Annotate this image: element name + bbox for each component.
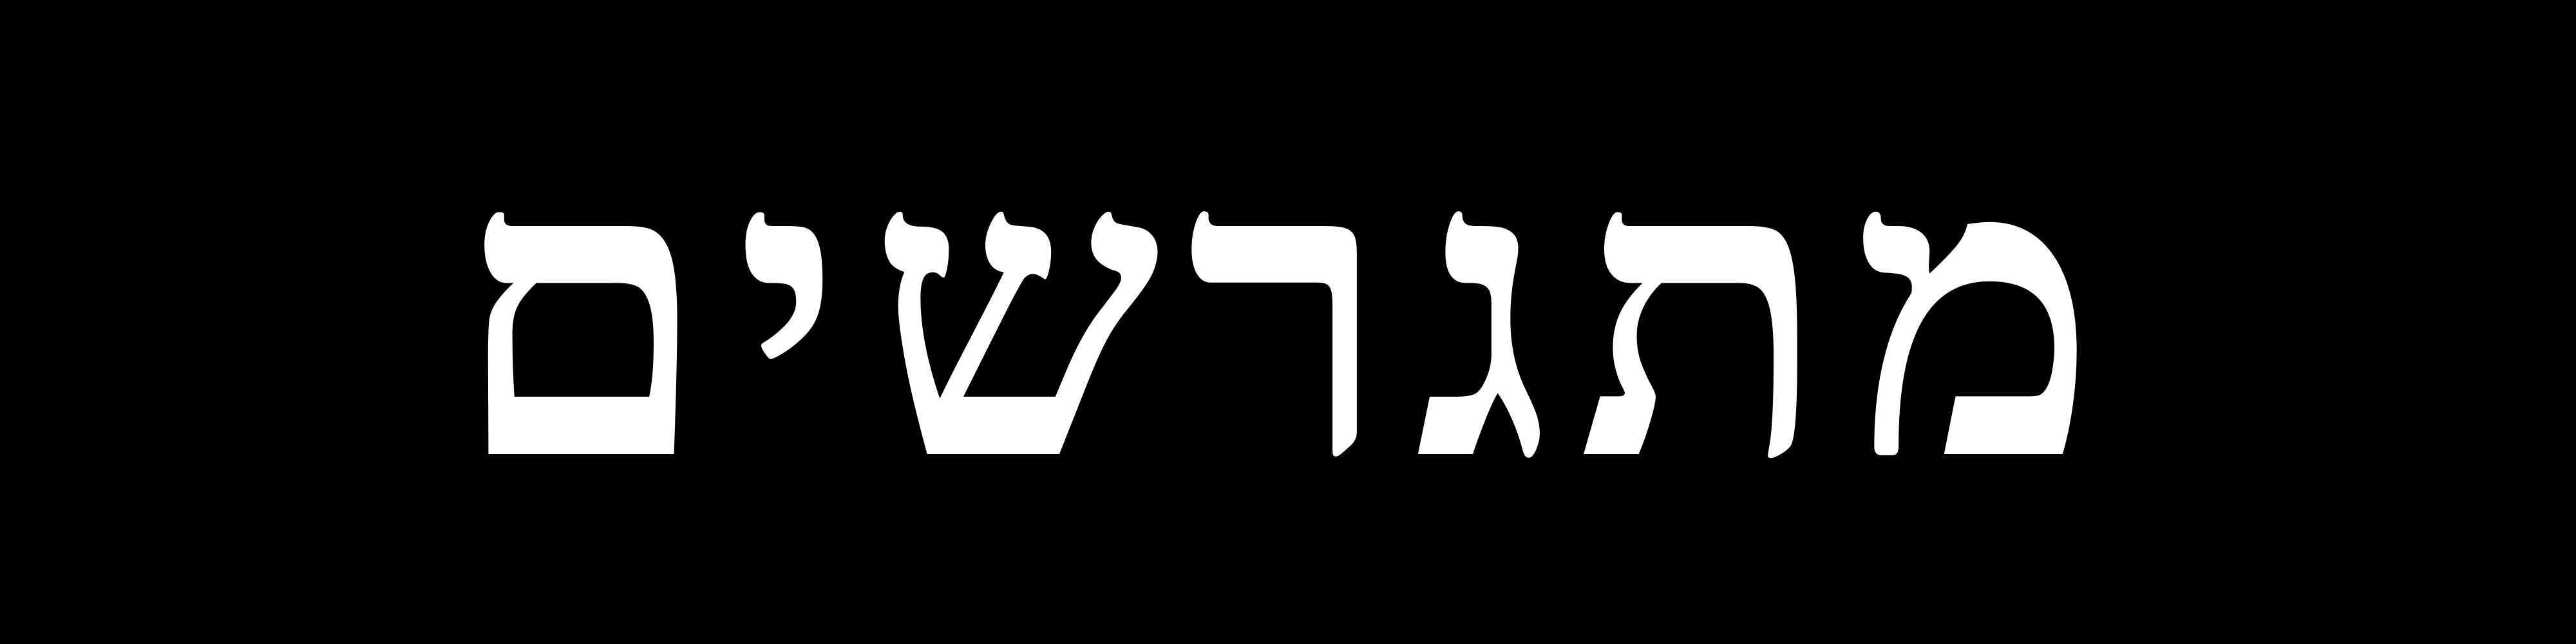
hebrew-word: מתגרשים xyxy=(452,67,2124,551)
